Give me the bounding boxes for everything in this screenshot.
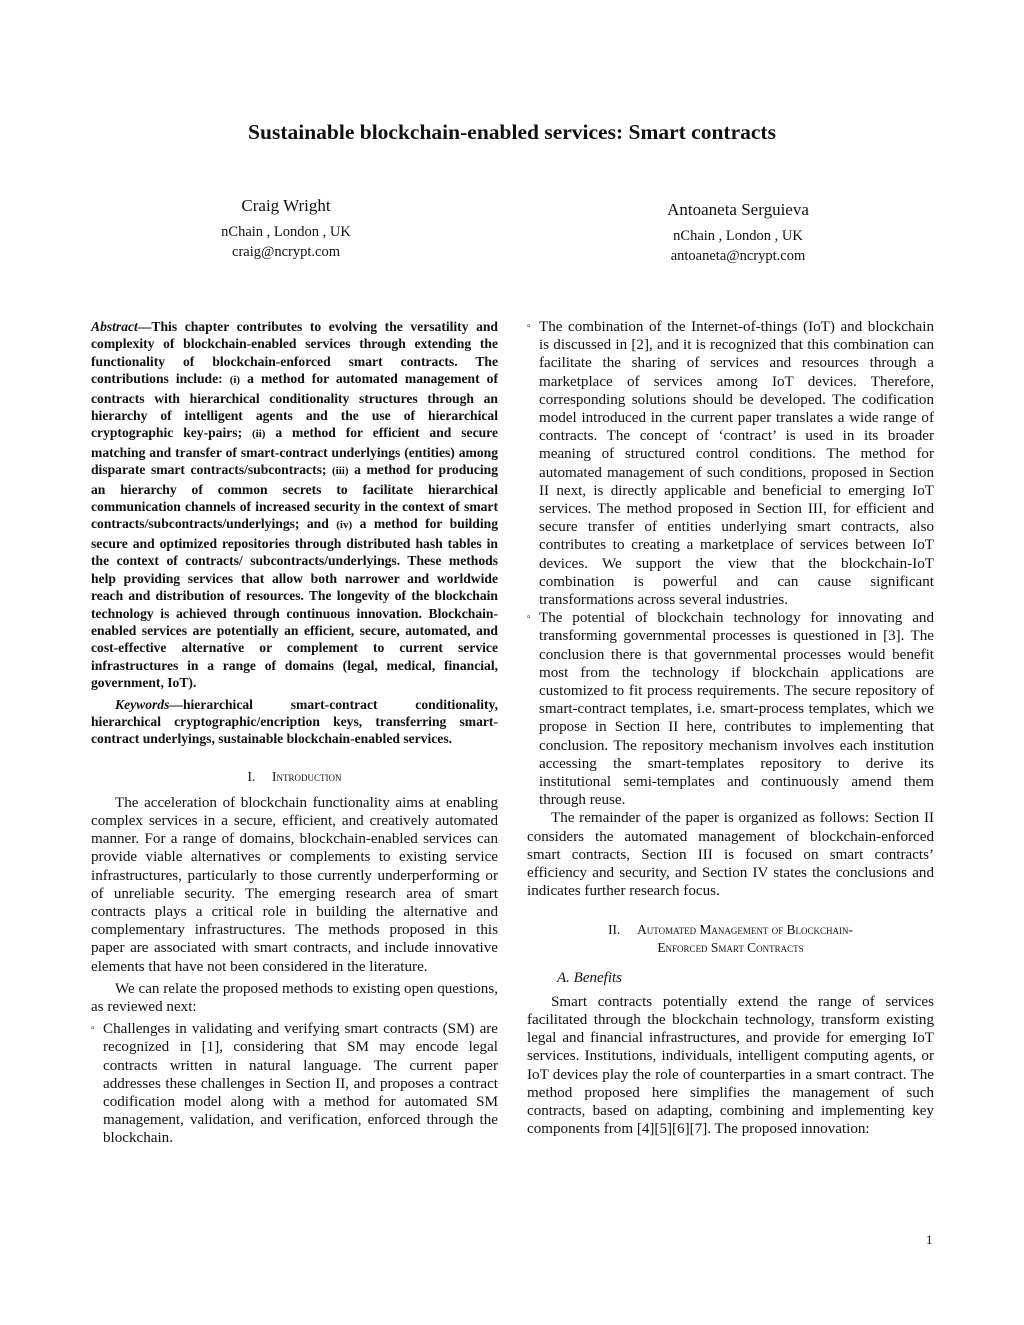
author-affiliation: nChain , London , UK bbox=[221, 224, 351, 240]
abstract-intro: This chapter contributes to evolving the versatility and complexity of blockchain-enabled services through extending the functionality of blockchain-enforced smart contracts. The contributions include: bbox=[91, 319, 498, 387]
subsection-heading-benefits bbox=[527, 969, 934, 987]
author-email: antoaneta@ncrypt.com bbox=[670, 248, 806, 264]
paper-title: Sustainable blockchain-enabled services: Smart contracts bbox=[248, 120, 776, 144]
keywords-text: hierarchical smart-contract conditionality, hierarchical cryptographic/encription keys, transferring smart-contract underlyings, sustainable blockchain-enabled services. bbox=[91, 696, 498, 747]
list-item bbox=[91, 1020, 498, 1147]
list-item-text: The combination of the Internet-of-things (IoT) and blockchain is discussed in [2], and it is recognized that this combination can facilitate the sharing of services and resources through a marketplace of services among IoT devices. Therefore, corresponding solutions should be developed. The codification model introduced in the current paper translates a wide range of contracts. The concept of ‘contract’ is used in its broader meaning of structured control conditions. The method for automated management of such conditions, proposed in Section II next, is directly applicable and beneficial to emerging IoT services. The method proposed in Section III, for efficient and secure transfer of entities underlying smart contracts, also contributes to creating a marketplace of services between IoT devices. We support the view that the blockchain-IoT combination is powerful and can cause significant transformations across several industries. bbox=[539, 319, 934, 609]
section-number: I. bbox=[247, 768, 256, 784]
section-title: Introduction bbox=[272, 768, 342, 784]
abstract-text: a method for efficient and secure matching and transfer of smart-contract underlyings (entities) among disparate smart contracts/subcontracts; bbox=[91, 425, 498, 478]
intro-paragraph-2: We can relate the proposed methods to existing open questions, as reviewed next: bbox=[91, 980, 498, 1015]
bullet-icon: ▫ bbox=[91, 1023, 95, 1035]
list-item bbox=[527, 318, 934, 609]
abstract-text: a method for automated management of contracts with hierarchical conditionality structures through an hierarchy of intelligent agents and the use of hierarchical cryptographic key-pairs; bbox=[91, 371, 498, 441]
author-name: Antoaneta Serguieva bbox=[667, 200, 809, 219]
author-email: craig@ncrypt.com bbox=[232, 244, 340, 260]
abstract-marker: (i) bbox=[229, 374, 241, 387]
bullet-icon: ▫ bbox=[527, 612, 531, 624]
list-item-text: The potential of blockchain technology for innovating and transforming governmental processes is questioned in [3]. The conclusion there is that governmental processes would benefit most from the technology if blockchain applications are customized to fit process requirements. The secure repository of smart-contract templates, i.e. smart-process templates, which we propose in Section II here, contributes to implementing that conclusion. The repository mechanism involves each institution accessing the smart-templates repository to derive its institutional semi-templates and continuously amend them through reuse. bbox=[539, 610, 934, 809]
keywords bbox=[91, 696, 498, 748]
abstract bbox=[91, 318, 498, 692]
intro-paragraph-1: The acceleration of blockchain functionality aims at enabling complex services in a secure, efficient, and creatively automated manner. For a range of domains, blockchain-enabled services can provide viable alternatives or complements to existing service infrastructures, particularly to those currently underperforming or of unreliable security. The emerging research area of smart contracts plays a critical role in building the alternative and complementary infrastructures. The methods proposed in this paper are associated with smart contracts, and include innovative elements that have not been considered in the literature. bbox=[91, 794, 498, 975]
subsection-title: Benefits bbox=[573, 969, 622, 986]
bullet-icon: ▫ bbox=[527, 321, 531, 332]
page-number: 1 bbox=[926, 1232, 933, 1247]
abstract-marker: (iii) bbox=[332, 465, 349, 478]
abstract-dash: — bbox=[137, 319, 152, 334]
subsection-label: A. bbox=[557, 969, 570, 986]
abstract-text: a method for producing an hierarchy of common secrets to facilitate hierarchical communication channels of increased security in the context of smart contracts/subcontracts/underlyings; and bbox=[91, 462, 498, 532]
list-item-text: Challenges in validating and verifying smart contracts (SM) are recognized in [1], considering that SM may encode legal contracts written in natural language. The current paper addresses these challenges in Section II, and proposes a contract codification model along with a method for automated SM management, validation, and verification, enforced through the blockchain. bbox=[103, 1021, 498, 1147]
author-affiliation: nChain , London , UK bbox=[673, 228, 803, 244]
section-title-line-1: Automated Management of Blockchain- bbox=[637, 921, 853, 937]
benefits-paragraph: Smart contracts potentially extend the range of services facilitated through the blockchain technology, transform existing legal and financial infrastructures, and provide for emerging IoT services. Institutions, individuals, intelligent computing agents, or IoT devices play the role of counterparties in a smart contract. The method proposed here simplifies the management of such contracts, based on adapting, combining and implementing key components from [4][5][6][7]. The proposed innovation: bbox=[527, 993, 934, 1138]
section-heading-automated-management bbox=[527, 921, 934, 957]
author-block-1 bbox=[186, 196, 386, 262]
intro-paragraph-3: The remainder of the paper is organized as follows: Section II considers the automated management of blockchain-enforced smart contracts, Section III is focused on smart contracts’ efficiency and security, and Section IV states the conclusions and indicates further research focus. bbox=[527, 810, 934, 900]
abstract-marker: (ii) bbox=[252, 428, 266, 441]
author-name: Craig Wright bbox=[241, 196, 331, 215]
open-questions-list-continued bbox=[527, 318, 934, 809]
section-title-line-2: Enforced Smart Contracts bbox=[657, 939, 804, 955]
right-column bbox=[527, 318, 934, 1142]
keywords-dash: — bbox=[169, 696, 183, 712]
author-block-2 bbox=[636, 200, 840, 266]
section-heading-introduction bbox=[91, 768, 498, 786]
keywords-label: Keywords bbox=[115, 696, 170, 712]
list-item bbox=[527, 609, 934, 809]
section-number: II. bbox=[608, 921, 621, 937]
abstract-label: Abstract bbox=[91, 319, 138, 334]
left-column bbox=[91, 318, 498, 1148]
abstract-text: a method for building secure and optimized repositories through distributed hash tables in the context of contracts/ subcontracts/underlyings. These methods help providing services that allow both narrower and worldwide reach and distribution of resources. The longevity of the blockchain technology is achieved through continuous innovation. Blockchain-enabled services are potentially an efficient, secure, automated, and cost-effective alternative or complement to current service infrastructures in a range of domains (legal, medical, financial, government, IoT). bbox=[91, 516, 498, 691]
abstract-marker: (iv) bbox=[336, 519, 353, 532]
open-questions-list bbox=[91, 1020, 498, 1147]
